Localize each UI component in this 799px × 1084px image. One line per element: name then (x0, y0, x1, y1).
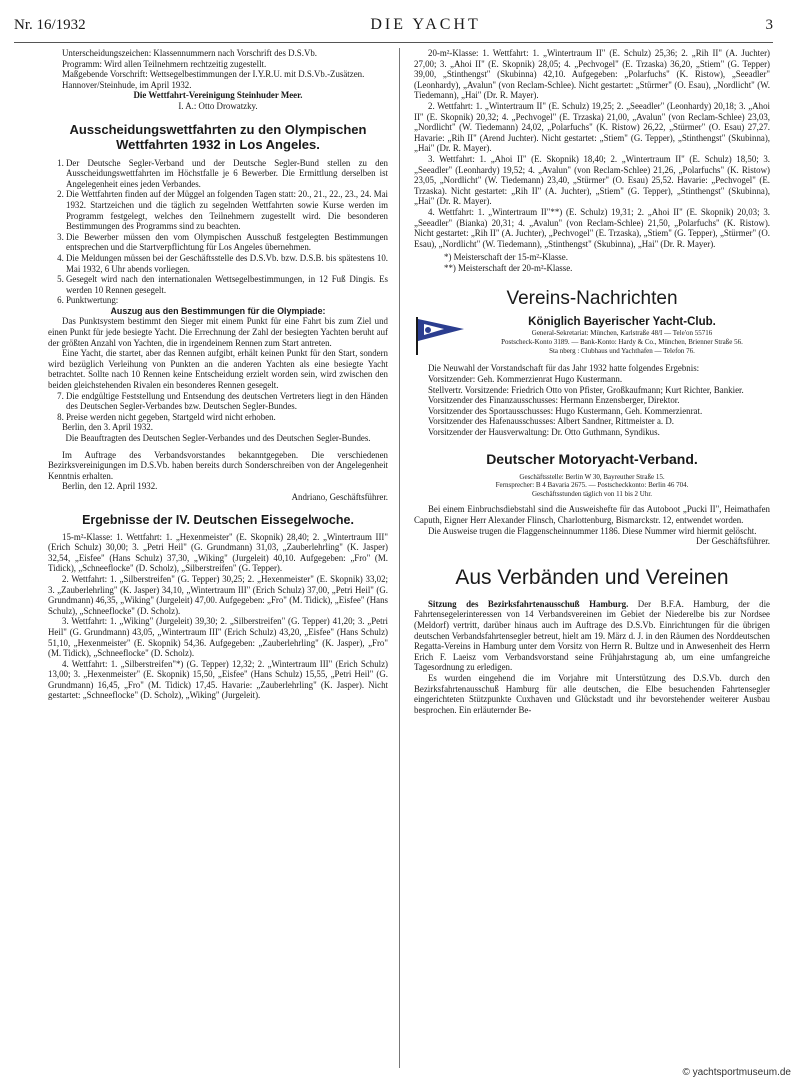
motor-paragraph: Bei einem Einbruchsdiebstahl sind die Ausweishefte für das Autoboot „Pucki II", Heimathafen Caputh, Eigner Herr Alexander Flinsch, Charlottenburg, Bismarckstr. 12, entwendet worden. (414, 504, 770, 525)
club-paragraph: Vorsitzender des Finanzausschusses: Hermann Enzensberger, Direktor. (428, 395, 680, 406)
motor-address: Geschäftsstelle: Berlin W 30, Bayreuther Straße 15. (519, 472, 665, 481)
aus-heading: Aus Verbänden und Vereinen (455, 565, 729, 589)
watermark: © yachtsportmuseum.de (682, 1067, 791, 1078)
punkt-paragraph: Eine Yacht, die startet, aber das Rennen aufgibt, erhält keinen Punkt für den Start, sondern wird bezüglich Verleihung von Punkten an die anderen Yachten als eine besiegte Yacht betrachtet. Sollte nach 10 Rennen keine Entscheidung erzielt worden sein, wird zwischen den beiden gleichstehenden Rivalen ein besonderes Rennen gesegelt. (48, 348, 388, 391)
left-column (48, 48, 388, 1078)
issue-number: Nr. 16/1932 (14, 16, 86, 33)
signature-person: I. A.: Otto Drowatzky. (178, 100, 258, 111)
motor-hours: Geschäftsstunden täglich von 11 bis 2 Uhr. (531, 489, 653, 498)
motor-paragraph: Die Ausweise trugen die Flaggenscheinnummer 1186. Diese Nummer wird hiermit gelöscht. (428, 525, 757, 536)
signature-org: Die Wettfahrt-Vereinigung Steinhuder Meer. (133, 90, 303, 101)
list-item: 4. Die Meldungen müssen bei der Geschäftsstelle des D.S.Vb. bzw. D.S.B. bis spätestens 10. Mai 1932, 6 Uhr abends vorliegen. (66, 253, 388, 274)
olympia-list (48, 158, 388, 306)
club-paragraph: Vorsitzender: Geh. Kommerzienrat Hugo Kustermann. (428, 374, 623, 385)
right-column (414, 48, 770, 1078)
klasse20-paragraph: 4. Wettfahrt: 1. „Wintertraum II"**) (E. Schulz) 19,31; 2. „Ahoi II" (E. Skopnik) 20,03; 3. „Seeadler" (Bianka) 20,31; 4. „Avalun" (von Reclam-Schlee) 21,50, „Polarfuchs" (K. Ristow). Nicht gestartet: „Rih II" (A. Juchter), „Pechvogel" (E. Trzaska), „Stiem" (G. Tepper), „Stürmer" (O. Esau), „Nordlicht" (W. Tiedemann), „Stinthengst" (Skubinna), „Hai" (Dr. R. Mayer). (414, 206, 770, 249)
olympia-list-cont (48, 391, 388, 423)
list-item: 8. Preise werden nicht gegeben, Startgeld wird nicht erhoben. (66, 412, 388, 423)
intro-line-2: Programm: Wird allen Teilnehmern rechtzeitig zugestellt. (62, 58, 267, 69)
list-item: 6. Punktwertung: (66, 295, 388, 306)
aus-paragraph-2: Es wurden eingehend die im Vorjahre mit Unterstützung des D.S.Vb. durch den Bezirksfahrtenausschuß Hamburg für alle deutschen, die Elbe besuchenden Fahrtensegler eingerichteten Stützpunkte Cuxhaven und Glückstadt und ihr bevorstehender weiterer Ausbau besprochen. Ein erläuternder Be- (414, 672, 770, 715)
club-block (414, 315, 770, 355)
page-number: 3 (765, 16, 773, 33)
club-paragraph: Die Neuwahl der Vorstandschaft für das Jahr 1932 hatte folgendes Ergebnis: (428, 363, 700, 374)
eis-paragraph: 3. Wettfahrt: 1. „Wiking" (Jurgeleit) 39,30; 2. „Silberstreifen" (G. Tepper) 41,20; 3. „Petri Heil" (G. Grundmann) 43,05, „Wintertraum III" (Erich Schulz) 43,20, „Eisfee" (Hans Schulz) 51,10, „Hexenmeister" (E. Skopnik) 54,36. Aufgegeben: „Zauberlehrling" (K. Jasper), „Fro" (M. Tidick), „Schneeflocke" (D. Scholz). (48, 616, 388, 659)
motor-phone: Fernsprecher: B 4 Bavaria 2675. — Postscheckkonto: Berlin 46 704. (495, 481, 689, 490)
klasse20-paragraph: 2. Wettfahrt: 1. „Wintertraum II" (E. Schulz) 19,25; 2. „Seeadler" (Leonhardy) 20,18; 3. „Ahoi II" (E. Skopnik) 20,32; 4. „Pechvogel" (E. Trzaska) 21,00, „Avalun" (von Reclam-Schlee) 23,03, „Nordlicht" (W. Tiedemann) 24,02, „Polarfuchs" (K. Ristow) 26,22, „Stürmer" (O. Esau) 27,27. Havarie: „Rih II" (Arend Juchter). Nicht gestartet: „Stiem" (G. Tepper), „Stinthengst" (Skubinna), „Hai" (Dr. R. Mayer). (414, 100, 770, 154)
club-info (474, 315, 770, 355)
eis-paragraph: 4. Wettfahrt: 1. „Silberstreifen"*) (G. Tepper) 12,32; 2. „Wintertraum III" (Erich Schulz) 13,00; 3. „Hexenmeister" (E. Skopnik) 15,50, „Eisfee" (Hans Schulz) 15,55, „Petri Heil" (G. Grundmann) 16,45, „Fro" (M. Tidick) 17,45. Havarie: „Zauberlehrling" (K. Jasper). Nicht gestartet: „Schneeflocke" (D. Scholz), „Wiking" (Jurgeleit). (48, 658, 388, 701)
date-line: Berlin, den 3. April 1932. (62, 422, 153, 433)
motor-heading: Deutscher Motoryacht-Verband. (486, 450, 698, 467)
intro-line-3: Maßgebende Vorschrift: Wettsegelbestimmungen der I.Y.R.U. mit D.S.Vb.-Zusätzen. (62, 69, 365, 80)
column-divider (399, 48, 400, 1068)
aus-paragraph-1 (414, 599, 770, 673)
motor-sign: Der Geschäftsführer. (696, 536, 770, 547)
page-header (14, 8, 773, 43)
eis-paragraph: 2. Wettfahrt: 1. „Silberstreifen" (G. Tepper) 30,25; 2. „Hexenmeister" (E. Skopnik) 33,02; 3. „Zauberlehrling" (K. Jasper) 34,10, „Wintertraum III" (Erich Schulz) 37,00, „Petri Heil" (G. Grundmann) 46,35, „Wiking" (Jurgeleit) 47,00. Aufgegeben: „Fro" (M. Tidick), „Eisfee" (Hans Schulz), „Schneeflocke" (D. Scholz). (48, 573, 388, 616)
beauftragten: Die Beauftragten des Deutschen Segler-Verbandes und des Deutschen Segler-Bundes. (65, 433, 371, 443)
club-paragraph: Vorsitzender des Sportausschusses: Hugo Kustermann, Geh. Kommerzienrat. (428, 405, 703, 416)
vereins-heading: Vereins-Nachrichten (506, 288, 678, 310)
magazine-title: DIE YACHT (370, 16, 481, 33)
club-name: Königlich Bayerischer Yacht-Club. (528, 316, 716, 329)
punkt-heading: Auszug aus den Bestimmungen für die Olympiade: (110, 305, 326, 316)
list-item: 7. Die endgültige Feststellung und Entsendung des deutschen Vertreters liegt in den Händen des Deutschen Segler-Verbandes bzw. Deutschen Segler-Bundes. (66, 391, 388, 412)
date-line-2: Berlin, den 12. April 1932. (62, 481, 158, 492)
punkt-paragraph: Das Punktsystem bestimmt den Sieger mit einem Punkt für eine Fahrt bis zum Ziel und einen Punkt für jede besiegte Yacht. Die Errechnung der Zahl der besiegten Yachten beruht auf der größten Anzahl von Yachten, die in irgendeinem Rennen zum Start antreten. (48, 316, 388, 348)
intro-line-4: Hannover/Steinhude, im April 1932. (62, 79, 192, 90)
eissegel-heading: Ergebnisse der IV. Deutschen Eissegelwoche. (82, 512, 354, 527)
klasse20-paragraph: 3. Wettfahrt: 1. „Ahoi II" (E. Skopnik) 18,40; 2. „Wintertraum II" (E. Schulz) 18,50; 3. „Seeadler" (Leonhardy) 19,52; 4. „Avalun" (von Reclam-Schlee) 21,26, „Polarfuchs" (K. Ristow) 23,05, „Nordlicht" (W. Tiedemann) 23,40, „Stürmer" (O. Esau) 25,52. Havarie: „Pechvogel" (E. Trzaska). Nicht gestartet: „Rih II" (A. Juchter), „Stiem" (G. Tepper), „Stinthengst" (Skubinna), „Hai" (Dr. R. Mayer). (414, 153, 770, 207)
club-address: General-Sekretariat: München, Karlstraße 48/I — Tele'on 55716 (531, 329, 713, 338)
burgee-flag-icon (414, 315, 466, 355)
club-paragraph: Vorsitzender des Hafenausschusses: Albert Sandner, Rittmeister a. D. (428, 416, 674, 427)
club-paragraph: Vorsitzender der Hausverwaltung: Dr. Otto Guthmann, Syndikus. (428, 427, 660, 438)
club-paragraph: Stellvertr. Vorsitzende: Friedrich Otto von Pfister, Großkaufmann; Kurt Richter, Bankier. (428, 384, 744, 395)
klasse20-paragraph: 20-m²-Klasse: 1. Wettfahrt: 1. „Wintertraum II" (E. Schulz) 25,36; 2. „Rih II" (A. Juchter) 27,00; 3. „Ahoi II" (E. Skopnik) 28,05; 4. „Pechvogel" (E. Trzaska) 36,20, „Stiem" (G. Tepper) 39,00, „Stinthengst" (Skubinna) 42,10. Aufgegeben: „Polarfuchs" (K. Ristow), „Seeadler" (Leonhardy), „Avalun" (von Reclam-Schlee). Nicht gestartet: „Stürmer" (O. Esau), „Nordlicht" (W. Tiedemann), „Hai" (Dr. R. Mayer). (414, 48, 770, 101)
club-starnberg: Sta nberg : Clubhaus und Yachthafen — Telefon 76. (549, 346, 695, 355)
aus-body: Der B.F.A. Hamburg, der die Fahrtensegelerinteressen von 14 Verbandsvereinen im Gebiet der Niederelbe bis zur Nordsee (Meldorf) vertritt, darüber hinaus auch im Auftrage des D.S.Vb. Einrichtungen für die übrigen deutschen Verbandsfahrtensegler betreut, hielt am 19. März d. J. in den Räumen des Norddeutschen Regatta-Vereins in Hamburg unter dem Vorsitz von Herrn R. Bultze und in Anwesenheit des Herrn Erich F. Laeisz vom Verbandsvorstand seine Frühjahrstagung ab, um eine umfangreiche Tagesordnung zu erledigen. (414, 598, 770, 673)
list-item: 3. Die Bewerber müssen den vom Olympischen Ausschuß festgelegten Bestimmungen entsprechen und die Startverpflichtung für Los Angeles übernehmen. (66, 232, 388, 253)
club-bank: Postscheck-Konto 3189. — Bank-Konto: Hardy & Co., München, Brienner Straße 56. (501, 338, 743, 347)
list-item: 5. Gesegelt wird nach den internationalen Wettsegelbestimmungen, in 12 Fuß Dingis. Es werden 10 Rennen gesegelt. (66, 274, 388, 295)
list-item: 1. Der Deutsche Segler-Verband und der Deutsche Segler-Bund stellen zu den Ausscheidungswettfahrten im Höchstfalle je 6 Bewerber. Die Ermittlung derselben ist Angelegenheit eines jeden Verbandes. (66, 158, 388, 190)
eis-paragraph: 15-m²-Klasse: 1. Wettfahrt: 1. „Hexenmeister" (E. Skopnik) 28,40; 2. „Wintertraum III" (Erich Schulz) 30,00; 3. „Petri Heil" (G. Grundmann) 31,03, „Zauberlehrling" (K. Jasper) 32,54, „Eisfee" (Hans Schulz) 37,30, „Wiking" (Jurgeleit) 40,10. Aufgegeben: „Fro" (M. Tidick), „Schneeflocke" (D. Scholz), „Silberstreifen" (G. Tepper). (48, 531, 388, 574)
intro-line-1: Unterscheidungszeichen: Klassennummern nach Vorschrift des D.S.Vb. (62, 48, 318, 58)
auftrag-paragraph: Im Auftrage des Verbandsvorstandes bekanntgegeben. Die verschiedenen Bezirksvereinigungen im D.S.Vb. haben bereits durch Sonderschreiben von der Angelegenheit Kenntnis erhalten. (48, 449, 388, 481)
aus-lead: Sitzung des Bezirksfahrtenausschuß Hamburg. (428, 598, 629, 609)
footnote: **) Meisterschaft der 20-m²-Klasse. (444, 262, 573, 273)
olympia-heading: Ausscheidungswettfahrten zu den Olympischen Wettfahrten 1932 in Los Angeles. (69, 121, 367, 152)
list-item: 2. Die Wettfahrten finden auf der Müggel an folgenden Tagen statt: 20., 21., 22., 23., 24. Mai 1932. Startzeichen und die täglich zu segelnden Wettfahrten sowie Kurse werden im Programm festgelegt, welches den Teilnehmern zugestellt wird. Die besonderen Bestimmungen des Programms sind zu beachten. (66, 189, 388, 231)
footnote: *) Meisterschaft der 15-m²-Klasse. (444, 252, 568, 263)
geschaeftsfuehrer-sign: Andriano, Geschäftsführer. (291, 491, 388, 502)
